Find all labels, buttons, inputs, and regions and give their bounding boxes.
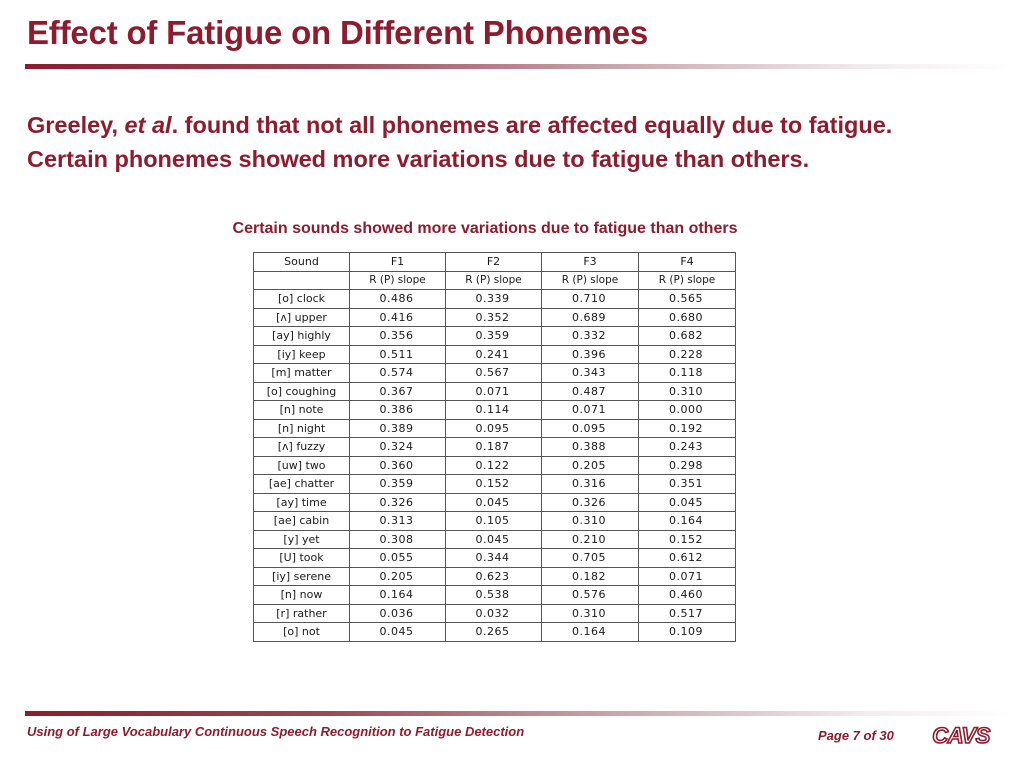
subheader-f3: R (P) slope <box>542 271 639 290</box>
value-cell-f1 <box>350 623 446 642</box>
value-text: 0.565 <box>669 292 703 306</box>
value-cell-f4 <box>639 382 736 401</box>
value-text: 0.095 <box>475 421 510 435</box>
sound-cell: [ay] highly <box>254 327 350 346</box>
value-text: 0.310 <box>572 606 606 620</box>
value-cell-f3 <box>542 530 639 549</box>
value-text: 0.152 <box>475 477 510 491</box>
value-text: 0.343 <box>572 366 606 380</box>
table-row <box>254 530 736 549</box>
page-number: Page 7 of 30 <box>818 728 894 743</box>
value-cell-f3 <box>542 604 639 623</box>
table-subheader-row <box>254 271 736 290</box>
value-text: 0.316 <box>572 477 606 491</box>
value-text: 0.396 <box>572 347 606 361</box>
value-cell-f3 <box>542 308 639 327</box>
subheader-f2: R (P) slope <box>446 271 542 290</box>
value-cell-f1 <box>350 345 446 364</box>
table-row <box>254 364 736 383</box>
value-cell-f4 <box>639 567 736 586</box>
footer-presentation-title: Using of Large Vocabulary Continuous Speech Recognition to Fatigue Detection <box>27 724 525 739</box>
value-text: 0.071 <box>669 569 703 583</box>
value-text: 0.071 <box>572 403 606 417</box>
value-cell-f2 <box>446 623 542 642</box>
value-text: 0.164 <box>379 588 414 602</box>
value-text: 0.187 <box>475 440 510 454</box>
table-row <box>254 586 736 605</box>
value-cell-f1 <box>350 364 446 383</box>
value-cell-f1 <box>350 327 446 346</box>
table-row <box>254 345 736 364</box>
value-text: 0.326 <box>379 495 414 509</box>
value-cell-f1 <box>350 382 446 401</box>
phoneme-fatigue-table <box>253 252 736 642</box>
table-header-row <box>254 253 736 272</box>
table-body <box>254 290 736 642</box>
value-cell-f4 <box>639 549 736 568</box>
header-sound: Sound <box>254 253 350 272</box>
sound-cell: [uw] two <box>254 456 350 475</box>
value-cell-f2 <box>446 512 542 531</box>
value-text: 0.045 <box>475 495 510 509</box>
value-text: 0.265 <box>475 625 510 639</box>
value-cell-f1 <box>350 604 446 623</box>
value-text: 0.164 <box>572 625 606 639</box>
body-line-1-emphasis: et al <box>124 112 172 138</box>
cavs-logo <box>922 720 1000 750</box>
value-cell-f3 <box>542 586 639 605</box>
value-cell-f2 <box>446 382 542 401</box>
header-f1: F1 <box>350 253 446 272</box>
value-cell-f2 <box>446 364 542 383</box>
sound-cell: [ay] time <box>254 493 350 512</box>
sound-cell: [n] night <box>254 419 350 438</box>
value-text: 0.416 <box>379 310 414 324</box>
value-text: 0.045 <box>379 625 414 639</box>
table-row <box>254 290 736 309</box>
value-text: 0.152 <box>669 532 703 546</box>
table-row <box>254 456 736 475</box>
value-text: 0.486 <box>379 292 414 306</box>
body-line-1-prefix: Greeley, <box>27 112 125 138</box>
sound-cell: [y] yet <box>254 530 350 549</box>
subheader-f4: R (P) slope <box>639 271 736 290</box>
value-cell-f2 <box>446 438 542 457</box>
table-row <box>254 493 736 512</box>
value-text: 0.164 <box>669 514 703 528</box>
value-text: 0.623 <box>475 569 510 583</box>
value-cell-f3 <box>542 567 639 586</box>
sound-cell: [ʌ] upper <box>254 308 350 327</box>
value-cell-f3 <box>542 456 639 475</box>
value-cell-f1 <box>350 401 446 420</box>
sound-cell: [o] coughing <box>254 382 350 401</box>
value-cell-f3 <box>542 512 639 531</box>
value-cell-f1 <box>350 549 446 568</box>
value-text: 0.682 <box>669 329 703 343</box>
table-row <box>254 475 736 494</box>
value-cell-f3 <box>542 438 639 457</box>
sound-cell: [n] now <box>254 586 350 605</box>
value-text: 0.389 <box>379 421 414 435</box>
value-text: 0.359 <box>379 477 414 491</box>
value-text: 0.567 <box>475 366 510 380</box>
sound-cell: [o] not <box>254 623 350 642</box>
value-cell-f4 <box>639 438 736 457</box>
title-divider <box>25 64 1015 69</box>
value-cell-f3 <box>542 364 639 383</box>
value-text: 0.310 <box>669 384 703 398</box>
value-text: 0.388 <box>572 440 606 454</box>
value-cell-f1 <box>350 586 446 605</box>
value-cell-f2 <box>446 290 542 309</box>
sound-cell: [ʌ] fuzzy <box>254 438 350 457</box>
value-text: 0.243 <box>669 440 703 454</box>
value-cell-f1 <box>350 567 446 586</box>
value-cell-f4 <box>639 345 736 364</box>
value-text: 0.118 <box>669 366 703 380</box>
value-cell-f3 <box>542 345 639 364</box>
value-cell-f1 <box>350 456 446 475</box>
value-cell-f2 <box>446 530 542 549</box>
value-text: 0.356 <box>379 329 414 343</box>
value-cell-f2 <box>446 604 542 623</box>
value-cell-f2 <box>446 475 542 494</box>
sound-cell: [ae] chatter <box>254 475 350 494</box>
value-cell-f1 <box>350 290 446 309</box>
value-cell-f4 <box>639 401 736 420</box>
value-text: 0.313 <box>379 514 414 528</box>
value-cell-f3 <box>542 401 639 420</box>
value-cell-f2 <box>446 327 542 346</box>
value-cell-f1 <box>350 308 446 327</box>
footer-divider <box>25 711 1015 716</box>
body-text <box>27 108 1002 176</box>
value-cell-f4 <box>639 364 736 383</box>
value-text: 0.460 <box>669 588 703 602</box>
value-text: 0.386 <box>379 403 414 417</box>
value-cell-f4 <box>639 308 736 327</box>
value-cell-f4 <box>639 290 736 309</box>
body-line-1 <box>27 108 1002 142</box>
value-text: 0.205 <box>379 569 414 583</box>
table-row <box>254 438 736 457</box>
value-text: 0.114 <box>475 403 510 417</box>
value-cell-f3 <box>542 382 639 401</box>
value-text: 0.487 <box>572 384 606 398</box>
header-f2: F2 <box>446 253 542 272</box>
value-cell-f4 <box>639 419 736 438</box>
value-text: 0.036 <box>379 606 414 620</box>
value-text: 0.360 <box>379 458 414 472</box>
subheader-sound-empty <box>254 271 350 290</box>
value-cell-f4 <box>639 493 736 512</box>
value-cell-f2 <box>446 345 542 364</box>
value-cell-f2 <box>446 308 542 327</box>
value-text: 0.298 <box>669 458 703 472</box>
value-cell-f1 <box>350 493 446 512</box>
value-cell-f2 <box>446 419 542 438</box>
value-text: 0.517 <box>669 606 703 620</box>
value-cell-f1 <box>350 512 446 531</box>
value-cell-f4 <box>639 604 736 623</box>
value-text: 0.344 <box>475 551 510 565</box>
body-line-2: Certain phonemes showed more variations due to fatigue than others. <box>27 146 810 172</box>
value-text: 0.032 <box>475 606 510 620</box>
value-cell-f4 <box>639 456 736 475</box>
value-cell-f2 <box>446 549 542 568</box>
value-text: 0.705 <box>572 551 606 565</box>
value-cell-f4 <box>639 512 736 531</box>
value-cell-f4 <box>639 623 736 642</box>
table-row <box>254 401 736 420</box>
value-text: 0.511 <box>379 347 414 361</box>
value-cell-f1 <box>350 475 446 494</box>
value-cell-f3 <box>542 623 639 642</box>
value-text: 0.122 <box>475 458 510 472</box>
value-text: 0.367 <box>379 384 414 398</box>
value-cell-f2 <box>446 456 542 475</box>
sound-cell: [n] note <box>254 401 350 420</box>
sound-cell: [U] took <box>254 549 350 568</box>
table-row <box>254 567 736 586</box>
value-cell-f4 <box>639 327 736 346</box>
sound-cell: [iy] serene <box>254 567 350 586</box>
value-cell-f2 <box>446 493 542 512</box>
value-cell-f3 <box>542 493 639 512</box>
logo-text: CAVS <box>932 723 990 748</box>
table-caption: Certain sounds showed more variations due to fatigue than others <box>232 220 738 237</box>
value-cell-f4 <box>639 530 736 549</box>
table-row <box>254 419 736 438</box>
value-text: 0.210 <box>572 532 606 546</box>
value-cell-f4 <box>639 586 736 605</box>
value-cell-f3 <box>542 290 639 309</box>
sound-cell: [ae] cabin <box>254 512 350 531</box>
value-text: 0.332 <box>572 329 606 343</box>
value-text: 0.105 <box>475 514 510 528</box>
value-cell-f2 <box>446 567 542 586</box>
value-text: 0.055 <box>379 551 414 565</box>
value-text: 0.326 <box>572 495 606 509</box>
value-text: 0.241 <box>475 347 510 361</box>
value-text: 0.205 <box>572 458 606 472</box>
value-cell-f1 <box>350 530 446 549</box>
sound-cell: [o] clock <box>254 290 350 309</box>
table-row <box>254 327 736 346</box>
value-cell-f1 <box>350 419 446 438</box>
value-text: 0.352 <box>475 310 510 324</box>
subheader-f1: R (P) slope <box>350 271 446 290</box>
value-cell-f3 <box>542 419 639 438</box>
table-row <box>254 549 736 568</box>
value-cell-f3 <box>542 327 639 346</box>
value-text: 0.574 <box>379 366 414 380</box>
value-text: 0.612 <box>669 551 703 565</box>
table-row <box>254 382 736 401</box>
value-text: 0.680 <box>669 310 703 324</box>
value-text: 0.710 <box>572 292 606 306</box>
sound-cell: [m] matter <box>254 364 350 383</box>
header-f4: F4 <box>639 253 736 272</box>
table-row <box>254 604 736 623</box>
table-row <box>254 623 736 642</box>
value-cell-f3 <box>542 475 639 494</box>
value-text: 0.192 <box>669 421 703 435</box>
value-text: 0.689 <box>572 310 606 324</box>
header-f3: F3 <box>542 253 639 272</box>
value-text: 0.359 <box>475 329 510 343</box>
value-text: 0.228 <box>669 347 703 361</box>
value-text: 0.351 <box>669 477 703 491</box>
value-text: 0.576 <box>572 588 606 602</box>
value-cell-f2 <box>446 401 542 420</box>
table-row <box>254 512 736 531</box>
body-line-1-suffix: . found that not all phonemes are affected equally due to fatigue. <box>171 112 893 138</box>
value-text: 0.095 <box>572 421 606 435</box>
value-text: 0.339 <box>475 292 510 306</box>
value-text: 0.182 <box>572 569 606 583</box>
value-text: 0.071 <box>475 384 510 398</box>
value-text: 0.045 <box>669 495 703 509</box>
value-text: 0.310 <box>572 514 606 528</box>
value-text: 0.109 <box>669 625 703 639</box>
sound-cell: [r] rather <box>254 604 350 623</box>
sound-cell: [iy] keep <box>254 345 350 364</box>
value-cell-f3 <box>542 549 639 568</box>
value-text: 0.000 <box>669 403 703 417</box>
table-row <box>254 308 736 327</box>
value-text: 0.308 <box>379 532 414 546</box>
value-text: 0.538 <box>475 588 510 602</box>
slide-title: Effect of Fatigue on Different Phonemes <box>27 14 649 51</box>
value-text: 0.045 <box>475 532 510 546</box>
value-cell-f4 <box>639 475 736 494</box>
value-cell-f1 <box>350 438 446 457</box>
value-text: 0.324 <box>379 440 414 454</box>
value-cell-f2 <box>446 586 542 605</box>
